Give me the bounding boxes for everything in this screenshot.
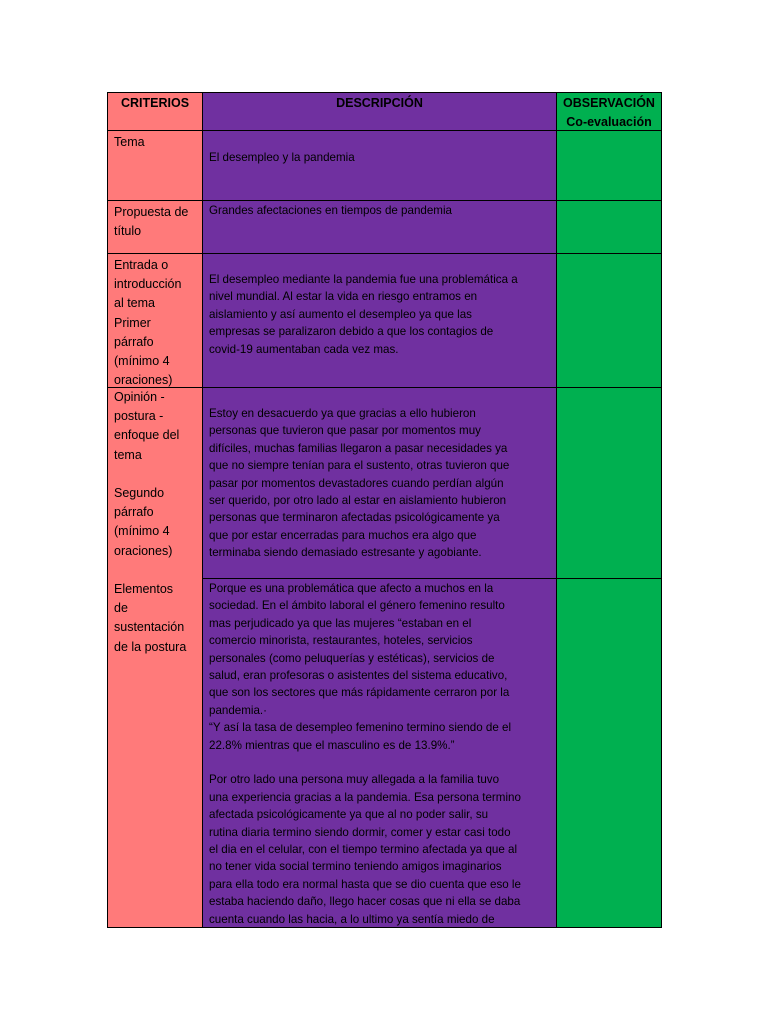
row-opinion-observacion[interactable] — [556, 387, 662, 579]
criterio-line: Tema — [114, 135, 145, 149]
row-titulo-observacion[interactable] — [556, 200, 662, 254]
criterio-line: párrafo — [114, 334, 154, 349]
descripcion-line: afectada psicológicamente ya que al no poder salir, su — [209, 808, 489, 822]
descripcion-line: no tener vida social termino teniendo amigos imaginarios — [209, 860, 502, 874]
descripcion-line: El desempleo y la pandemia — [209, 151, 355, 164]
criterio-line: Segundo — [114, 486, 165, 500]
row-entrada-descripcion — [202, 253, 557, 388]
header-criterios-label: CRITERIOS — [120, 96, 190, 110]
row-titulo-criterio — [107, 200, 203, 254]
row-tema-criterio — [107, 130, 203, 201]
sustentacion-criterio-text — [114, 580, 196, 657]
descripcion-line: pandemia.· — [209, 703, 268, 717]
blank-line — [114, 465, 196, 484]
descripcion-line: una experiencia gracias a la pandemia. Esa persona termino — [209, 790, 521, 804]
criterio-line: postura - — [114, 409, 164, 424]
descripcion-line: covid-19 aumentaban cada vez mas. — [209, 342, 399, 356]
descripcion-line: comercio minorista, restaurantes, hoteles, servicios — [209, 634, 473, 648]
criterio-line: (mínimo 4 — [114, 354, 170, 369]
criterio-line: oraciones) — [114, 543, 173, 558]
criterio-line: párrafo — [114, 505, 154, 520]
opinion-criterio-text — [114, 388, 196, 561]
descripcion-line: cuenta cuando las hacia, a lo ultimo ya sentía miedo de — [209, 912, 495, 926]
row-sustentacion-descripcion — [202, 578, 557, 928]
descripcion-line: el dia en el celular, con el tiempo termino afectada ya que al — [209, 843, 518, 857]
descripcion-line: que son los sectores que más rápidamente cerraron por la — [209, 686, 510, 700]
descripcion-line: nivel mundial. Al estar la vida en riesgo entramos en — [209, 290, 478, 304]
criterio-line: enfoque del — [114, 428, 180, 443]
criterio-line: introducción — [114, 277, 182, 292]
descripcion-line: Estoy en desacuerdo ya que gracias a ello hubieron — [209, 407, 476, 420]
criterio-line: Elementos — [114, 582, 174, 596]
header-descripcion — [202, 92, 557, 131]
descripcion-line: personas que tuvieron que pasar por momentos muy — [209, 424, 481, 438]
blank-line — [209, 754, 550, 771]
header-observacion — [556, 92, 662, 131]
row-sustentacion-observacion[interactable] — [556, 578, 662, 928]
criterio-line: título — [114, 224, 142, 239]
descripcion-line: personas que terminaron afectadas psicológicamente ya — [209, 511, 500, 525]
criterio-line: (mínimo 4 — [114, 524, 170, 539]
descripcion-line: ser querido, por otro lado al estar en aislamiento hubieron — [209, 494, 507, 508]
descripcion-line: que no siempre tenían para el sustento, otras tuvieron que — [209, 459, 510, 473]
row-entrada-criterio — [107, 253, 203, 388]
descripcion-line: personales (como peluquerías y estéticas), servicios de — [209, 651, 495, 665]
descripcion-line: Por otro lado una persona muy allegada a la familia tuvo — [209, 773, 500, 787]
criterio-line: oraciones) — [114, 373, 173, 388]
header-observacion-label: OBSERVACIÓN — [563, 96, 655, 110]
descripcion-line: sociedad. En el ámbito laboral el género femenino resulto — [209, 599, 505, 613]
descripcion-line: terminaba siendo demasiado estresante y agobiante. — [209, 546, 482, 560]
descripcion-line: salud, eran profesoras o asistentes del sistema educativo, — [209, 669, 508, 683]
criterio-line: al tema — [114, 296, 155, 311]
descripcion-line: “Y así la tasa de desempleo femenino termino siendo de el — [209, 721, 512, 735]
descripcion-line: difíciles, muchas familias llegaron a pasar necesidades ya — [209, 441, 508, 455]
criterio-line: de la postura — [114, 639, 187, 654]
descripcion-line: 22.8% mientras que el masculino es de 13.9%.” — [209, 738, 455, 752]
criterio-line: Opinión - — [114, 390, 165, 404]
criterio-line: Propuesta de — [114, 205, 189, 219]
descripcion-line: que por estar encerradas para muchos era algo que — [209, 528, 477, 542]
criterio-line: tema — [114, 447, 142, 462]
descripcion-line: Grandes afectaciones en tiempos de pandemia — [209, 204, 452, 217]
descripcion-line: El desempleo mediante la pandemia fue una problemática a — [209, 273, 518, 286]
criterio-line: de — [114, 601, 128, 616]
row-opinion-criterio — [107, 387, 203, 928]
descripcion-line: pasar por momentos devastadores cuando perdían algún — [209, 476, 504, 490]
criterio-line: Primer — [114, 315, 151, 330]
descripcion-line: mas perjudicado ya que las mujeres “estaban en el — [209, 616, 472, 630]
row-entrada-observacion[interactable] — [556, 253, 662, 388]
header-criterios — [107, 92, 203, 131]
criterio-line: sustentación — [114, 620, 185, 635]
descripcion-line: aislamiento y así aumento el desempleo ya que las — [209, 307, 472, 321]
row-tema-descripcion — [202, 130, 557, 201]
descripcion-line: para ella todo era normal hasta que se dio cuenta que eso le — [209, 877, 521, 891]
descripcion-line: rutina diaria termino siendo dormir, comer y estar casi todo — [209, 825, 511, 839]
criterio-line: Entrada o — [114, 258, 169, 272]
row-titulo-descripcion — [202, 200, 557, 254]
header-coevaluacion-label: Co-evaluación — [566, 115, 652, 129]
row-tema-observacion[interactable] — [556, 130, 662, 201]
header-descripcion-label: DESCRIPCIÓN — [336, 96, 423, 110]
descripcion-line: estaba haciendo daño, llego hacer cosas que ni ella se daba — [209, 895, 521, 909]
descripcion-line: Porque es una problemática que afecto a muchos en la — [209, 582, 494, 595]
descripcion-line: empresas se paralizaron debido a que los contagios de — [209, 325, 494, 339]
row-opinion-descripcion — [202, 387, 557, 579]
